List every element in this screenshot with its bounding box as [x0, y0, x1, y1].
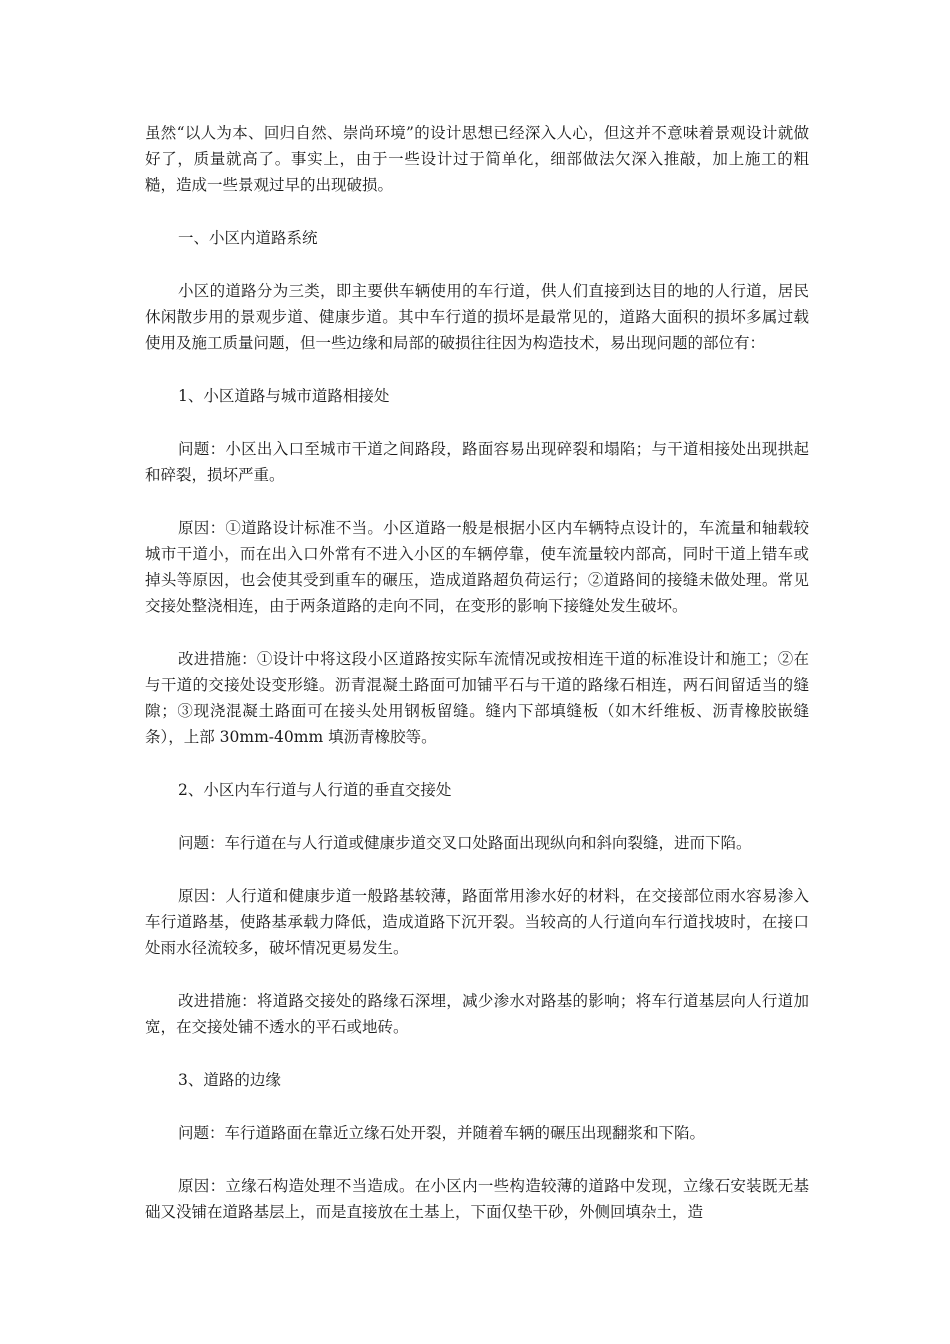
document-page [145, 120, 809, 1252]
item-problem-city-road-junction: 问题：小区出入口至城市干道之间路段，路面容易出现碎裂和塌陷；与干道相接处出现拱起和碎裂，损坏严重。 [145, 440, 809, 484]
item-title-road-edge: 3、道路的边缘 [178, 1071, 281, 1089]
intro-paragraph: 虽然“以人为本、回归自然、崇尚环境”的设计思想已经深入人心，但这并不意味着景观设计就做好了，质量就高了。事实上，由于一些设计过于简单化，细部做法欠深入推敲，加上施工的粗糙，造成一些景观过早的出现破损。 [145, 124, 809, 194]
section-body-road-types: 小区的道路分为三类，即主要供车辆使用的车行道，供人们直接到达目的地的人行道，居民休闲散步用的景观步道、健康步道。其中车行道的损坏是最常见的，道路大面积的损坏多属过载使用及施工质量问题，但一些边缘和局部的破损往往因为构造技术，易出现问题的部位有： [145, 282, 809, 352]
item-title-city-road-junction: 1、小区道路与城市道路相接处 [178, 387, 390, 405]
item-title-sidewalk-junction: 2、小区内车行道与人行道的垂直交接处 [178, 781, 452, 799]
item-cause-city-road-junction: 原因：①道路设计标准不当。小区道路一般是根据小区内车辆特点设计的，车流量和轴载较城市干道小，而在出入口外常有不进入小区的车辆停靠，使车流量较内部高，同时干道上错车或掉头等原因，也会使其受到重车的碾压，造成道路超负荷运行；②道路间的接缝未做处理。常见交接处整浇相连，由于两条道路的走向不同，在变形的影响下接缝处发生破坏。 [145, 519, 809, 615]
item-fix-city-road-junction: 改进措施：①设计中将这段小区道路按实际车流情况或按相连干道的标准设计和施工；②在与干道的交接处设变形缝。沥青混凝土路面可加铺平石与干道的路缘石相连，两石间留适当的缝隙；③现浇混凝土路面可在接头处用钢板留缝。缝内下部填缝板（如木纤维板、沥青橡胶嵌缝条），上部 30mm-40mm 填沥青橡胶等。 [145, 650, 809, 746]
item-cause-road-edge: 原因：立缘石构造处理不当造成。在小区内一些构造较薄的道路中发现，立缘石安装既无基础又没铺在道路基层上，而是直接放在土基上，下面仅垫干砂，外侧回填杂土，造 [145, 1177, 809, 1221]
item-cause-sidewalk-junction: 原因：人行道和健康步道一般路基较薄，路面常用渗水好的材料，在交接部位雨水容易渗入车行道路基，使路基承载力降低，造成道路下沉开裂。当较高的人行道向车行道找坡时，在接口处雨水径流较多，破坏情况更易发生。 [145, 887, 809, 957]
item-problem-sidewalk-junction: 问题：车行道在与人行道或健康步道交叉口处路面出现纵向和斜向裂缝，进而下陷。 [178, 834, 752, 852]
section-title-road-system: 一、小区内道路系统 [178, 229, 318, 247]
item-problem-road-edge: 问题：车行道路面在靠近立缘石处开裂，并随着车辆的碾压出现翻浆和下陷。 [178, 1124, 706, 1142]
item-fix-sidewalk-junction: 改进措施：将道路交接处的路缘石深埋，减少渗水对路基的影响；将车行道基层向人行道加宽，在交接处铺不透水的平石或地砖。 [145, 992, 809, 1036]
